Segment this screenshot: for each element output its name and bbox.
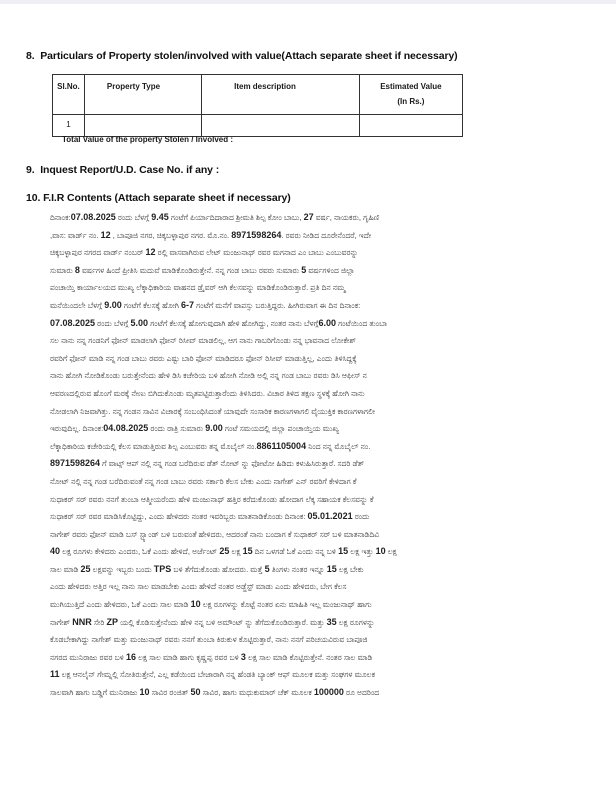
section-8-heading	[26, 50, 458, 62]
fir-line: ಆವರಣದಲ್ಲಿರುವ ಹೊಂಗೆ ಮರಕ್ಕೆ ನೇಣು ಬಿಗಿದುಕೊಂಡು ಮೃತಪಟ್ಟಿರುತ್ತಾರೆಂದು ತಿಳಿಸಿದರು. ವಿಚಾರ ತಿಳಿದ ತಕ್ಷಣ ಸ್ಥಳಕ್ಕೆ ಹೋಗಿ ನಾನು	[50, 388, 365, 398]
cell-item-description	[202, 115, 360, 137]
fir-line: 40 ಲಕ್ಷ ರೂಗಳು ಕೇಳಿದರು ಎಂದರು, ಓಕೆ ಎಂದು ಹೇಳಿದೆ, ಅರ್ಜೆಂಟ್ 25 ಲಕ್ಷ 15 ದಿನ ಒಳಗಡೆ ಓಕೆ ಎಂದು ನನ್ನ ಬಳಿ 15 ಲಕ್ಷ ಇತ್ತು 10 ಲಕ್ಷ	[50, 546, 397, 557]
col-estimated-value-unit: (In Rs.)	[397, 97, 425, 106]
fir-line: ದಿನಾಂಕ:07.08.2025 ರಂದು ಬೆಳಗ್ಗೆ 9.45 ಗಂಟೆಗೆ ಪಿರ್ಯಾದಿದಾರಾದ ಶ್ರೀಮತಿ ಶಿಲ್ಪ ಕೋಂ ಬಾಬು, 27 ವರ್ಷ, ನಾಯಕರು, ಗೃಹಿಣಿ	[50, 212, 380, 222]
section-9-title: Inquest Report/U.D. Case No. if any :	[40, 164, 220, 176]
total-value-label: Total Value of the property Stolen / Involved :	[62, 135, 233, 144]
fir-line: ನಾನು ಹೋಗಿ ನೋಡಿಕೊಂಡು ಬರುತ್ತೇನೆಂದು ಹೇಳಿ ಡಿಸಿ ಕಚೇರಿಯ ಬಳಿ ಹೋಗಿ ನೋಡಿ ಅಲ್ಲಿ ನನ್ನ ಗಂಡ ಬಾಬು ರವರು ಡಿಸಿ ಆಫೀಸ್ ನ	[50, 371, 367, 381]
fir-line: ಪಂಚಾಯ್ತಿ ಕಾರ್ಯಾಲಯದ ಮುಖ್ಯ ಲೆಕ್ಕಾಧಿಕಾರಿಯ ವಾಹನದ ಡ್ರೈವರ್ ಆಗಿ ಕೆಲಸವನ್ನು ಮಾಡಿಕೊಂಡಿರುತ್ತಾರೆ. ಪ್ರತಿ ದಿನ ನಮ್ಮ	[50, 283, 346, 293]
section-8-title: Particulars of Property stolen/involved with value(Attach separate sheet if necessary)	[40, 50, 458, 62]
fir-line: ಸಲ ನಾನು ನನ್ನ ಗಂಡನಿಗೆ ಫೋನ್ ಮಾಡಲಾಗಿ ಫೋನ್ ರಿಸೀವ್ ಮಾಡಲಿಲ್ಲ, ಆಗ ನಾನು ಗಾಬರಿಗೊಂಡು ನನ್ನ ಭಾವನಾದ ಲೋಕೇಶ್	[50, 336, 356, 346]
col-estimated-value: Estimated Value (In Rs.)	[359, 75, 462, 115]
property-table-header	[53, 75, 463, 115]
fir-line: 8971598264 ಗೆ ವಾಟ್ಸ್ ಆಪ್ ನಲ್ಲಿ ನನ್ನ ಗಂಡ ಬರೆದಿರುವ ಡೆತ್ ನೋಟ್ ನ್ನು ಫೋಟೋ ಹಿಡಿದು ಕಳುಹಿಸಿರುತ್ತಾರೆ. ಸದರಿ ಡೆತ್	[50, 458, 365, 469]
section-9-heading	[26, 164, 219, 176]
fir-line: ಸಾಲವಾಗಿ ಹಾಗು ಬಡ್ಡಿಗೆ ಮುನಿರಾಜು 10 ಸಾವಿರ ರಂಜಿತ್ 50 ಸಾವಿರ, ಹಾಗು ಮಧುಕುಮಾರ್ ಚೆಕ್ ಮೂಲಕ 100000 ರೂ ಅದರಿಂದ	[50, 687, 380, 698]
fir-line: ಚಿಕ್ಕಬಳ್ಳಾಪುರ ನಗರದ ವಾರ್ಡ್ ನಂಬರ್ 12 ರಲ್ಲಿ ವಾಸವಾಗಿರುವ ಲೇಟ್ ಮಂಜುನಾಥ್ ರವರ ಮಗನಾದ ಎಂ ಬಾಬು ಎಂಬುವರನ್ನು	[50, 247, 359, 258]
fir-line: ರವರಿಗೆ ಫೋನ್ ಮಾಡಿ ನನ್ನ ಗಂಡ ಬಾಬು ರವರು ಎಷ್ಟು ಬಾರಿ ಫೋನ್ ಮಾಡಿದರೂ ಫೋನ್ ರಿಸೀವ್ ಮಾಡುತ್ತಿಲ್ಲ, ಎಂದು ತಿಳಿಸಿದ್ದಕ್ಕೆ	[50, 353, 357, 363]
fir-line: ಲೆಕ್ಕಾಧಿಕಾರಿಯ ಕಚೇರಿಯಲ್ಲಿ ಕೆಲಸ ಮಾಡುತ್ತಿರುವ ಶಿಲ್ಪ ಎಂಬುವರು ತನ್ನ ಮೊಬೈಲ್ ನಂ.8861105004 ನಿಂದ ನನ್ನ ಮೊಬೈಲ್ ನಂ.	[50, 440, 371, 451]
fir-line: ಇರುವುದಿಲ್ಲ. ದಿನಾಂಕ:04.08.2025 ರಂದು ರಾತ್ರಿ ಸುಮಾರು 9.00 ಗಂಟೆ ಸಮಯದಲ್ಲಿ ಜಿಲ್ಲಾ ಪಂಚಾಯ್ತಿಯ ಮುಖ್ಯ	[50, 423, 339, 434]
table-row	[53, 115, 463, 137]
fir-line: ನಾಗೇಶ್ ರವರು ಫೋನ್ ಮಾಡಿ ಬಸ್ ಸ್ಟ್ಯಾಂಡ್ ಬಳಿ ಬರುವಂತೆ ಹೇಳಿದರು, ಆದರಂತೆ ನಾನು ಬಂದಾಗ ಕೆ ಸುಧಾಕರ್ ಸರ್ ಬಳಿ ಮಾತನಾಡಿದಿವಿ	[50, 529, 380, 539]
cell-sl-no: 1	[53, 115, 85, 137]
fir-line: ,ವಾಸ: ವಾರ್ಡ್ ನಂ. 12 , ಬಾಪೂಜಿ ನಗರ, ಚಿಕ್ಕಬಳ್ಳಾಪುರ ನಗರ. ಮೊ.ನಂ. 8971598264. ರವರು ನೀಡಿದ ದೂರೇನೆಂದರೆ, ಇದೇ	[50, 229, 372, 240]
section-10-heading	[26, 192, 291, 204]
cell-estimated-value	[359, 115, 462, 137]
fir-line: ನೋಡಲಾಗಿ ನಿಜವಾಗಿತ್ತು. ನನ್ನ ಗಂಡನ ಸಾವಿನ ವಿಚಾರಕ್ಕೆ ಸಂಬಂಧಿಸಿದಂತೆ ಯಾವುದೇ ಸಂಸಾರಿಕ ಕಾರಣಗಳಾಗಲಿ ವೈಯುಕ್ತಿಕ ಕಾರಣಗಳಾಗಲೀ	[50, 406, 376, 416]
fir-line: 07.08.2025 ರಂದು ಬೆಳಗ್ಗೆ 5.00 ಗಂಟೆಗೆ ಕೆಲಸಕ್ಕೆ ಹೋಗುವುದಾಗಿ ಹೇಳಿ ಹೋಗಿದ್ದು, ನಂತರ ನಾನು ಬೆಳಗ್ಗೆ6.00 ಗಂಟೆಯಿಂದ ತುಂಬಾ	[50, 317, 388, 328]
section-8-number: 8.	[26, 50, 35, 62]
col-sl-no: Sl.No.	[53, 75, 85, 115]
cell-property-type	[84, 115, 201, 137]
section-10-title: F.I.R Contents (Attach separate sheet if necessary)	[43, 192, 291, 204]
fir-line: ನಾಗೇಶ್ NNR ಸೇರಿ ZP ಯಲ್ಲಿ ಕೊಡಿಸುತ್ತೇನೆಂದು ಹೇಳಿ ನನ್ನ ಬಳಿ ಅಮೌಂಟ್ ನ್ನು ತೆಗೆದುಕೊಂಡಿರುತ್ತಾರೆ. ಮತ್ತು 35 ಲಕ್ಷ ರೂಗಳನ್ನು	[50, 616, 375, 627]
fir-line: ನೋಟ್ ನಲ್ಲಿ ನನ್ನ ಗಂಡ ಬರೆದಿರುವಂತೆ ನನ್ನ ಗಂಡ ಬಾಬು ರವರು ಸರ್ಕಾರಿ ಕೆಲಸ ಬೇಕು ಎಂದು ನಾಗೇಶ್ ಎನ್ ರವರಿಗೆ ಕೇಳಿದಾಗ ಕೆ	[50, 476, 357, 486]
col-property-type: Property Type	[84, 75, 201, 115]
fir-line: ಎಂದು ಹೇಳಿದರು ಅತ್ತಿರ ಇಲ್ಲ ನಾನು ಸಾಲ ಮಾಡಬೇಕು ಎಂದು ಹೇಳಿದೆ ನಂತರ ಅಡ್ಜೆಸ್ಟ್ ಮಾಡು ಎಂದು ಹೇಳಿದರು, ಬೇಗ ಕೆಲಸ	[50, 582, 347, 592]
fir-contents-body	[50, 209, 580, 702]
property-table	[52, 74, 463, 137]
viewer-top-bar	[0, 0, 616, 4]
fir-line: 11 ಲಕ್ಷ ಆನಲೈನ್ ಗೇಮ್ನಲ್ಲಿ ಸೋತಿರುತ್ತೇನೆ, ಎಲ್ಲ ಕಡೆಯಿಂದ ಬೇಜಾರಾಗಿ ನನ್ನ ಹೆಂಡತಿ ಬ್ಯಾಂಕ್ ಆಫ್ ಮೂಲಕ ಮತ್ತು ಸಂಘಗಳ ಮೂಲಕ	[50, 669, 376, 680]
fir-line: ಮನೆಯಿಂದಲೇ ಬೆಳಗ್ಗೆ 9.00 ಗಂಟೆಗೆ ಕೆಲಸಕ್ಕೆ ಹೋಗಿ 6-7 ಗಂಟೆಗೆ ಮನೆಗೆ ವಾಪಸ್ಸು ಬರುತ್ತಿದ್ದರು. ಹೀಗಿರುವಾಗ ಈ ದಿನ ದಿನಾಂಕ:	[50, 299, 361, 310]
section-9-number: 9.	[26, 164, 35, 176]
fir-line: ಮುಗಿಯುತ್ತಿದೆ ಎಂದು ಹೇಳಿದರು, ಓಕೆ ಎಂದು ಸಾಲ ಮಾಡಿ 10 ಲಕ್ಷ ರೂಗಳನ್ನು ಕೊಟ್ಟೆ ನಂತರ ಏನು ಮಾಹಿತಿ ಇಲ್ಲ ಮಂಜುನಾಥ್ ಹಾಗು	[50, 599, 372, 610]
fir-line: ಸುಧಾಕರ್ ಸರ್ ರವರ ಮಾಡಿಸಿಕೊಟ್ಟಿದ್ದು, ಎಂದು ಹೇಳಿದರು ನಂತರ ಇವರಿಬ್ಬರು ಮಾತನಾಡಿಕೊಂಡು ದಿನಾಂಕ: 05.01.2021 ರಂದು	[50, 511, 370, 522]
fir-line: ಕೊಡಬೇಕಾಗಿದ್ದು ನಾಗೇಶ್ ಮತ್ತು ಮಂಜುನಾಥ್ ರವರು ನನಗೆ ತುಂಬಾ ಕಿರುಕುಳ ಕೊಟ್ಟಿರುತ್ತಾರೆ, ನಾನು ನನಗೆ ಪರಿಚಯವಿರುವ ಬಾಪೂಜಿ	[50, 635, 368, 645]
fir-line: ಸುಧಾಕರ್ ಸರ್ ರವರು ನನಗೆ ತುಂಬಾ ಆತ್ಮೀಯರೆಂದು ಹೇಳಿ ಮಂಜುನಾಥ್ ಹತ್ತಿರ ಕರೆದುಕೊಂಡು ಹೋದಾಗ ಲೆಕ್ಕ ಸಹಾಯಕ ಕೆಲಸವನ್ನು ಕೆ	[50, 494, 374, 504]
fir-line: ಸುಮಾರು 8 ವರ್ಷಗಳ ಹಿಂದೆ ಪ್ರೀತಿಸಿ ಮದುವೆ ಮಾಡಿಕೊಂಡಿರುತ್ತೇನೆ. ನನ್ನ ಗಂಡ ಬಾಬು ರವರು ಸುಮಾರು 5 ವರ್ಷಗಳಿಂದ ಜಿಲ್ಲಾ	[50, 264, 355, 275]
section-10-number: 10.	[26, 192, 41, 204]
col-item-description: Item description	[202, 75, 360, 115]
fir-line: ನಗರದ ಮುನಿರಾಜು ರವರ ಬಳಿ 16 ಲಕ್ಷ ಸಾಲ ಮಾಡಿ ಹಾಗು ಕೃಷ್ಣಪ್ಪ ರವರ ಬಳಿ 3 ಲಕ್ಷ ಸಾಲ ಮಾಡಿ ಕೊಟ್ಟಿರುತ್ತೇನೆ. ನಂತರ ಸಾಲ ಮಾಡಿ	[50, 651, 373, 662]
fir-line: ಸಾಲ ಮಾಡಿ 25 ಲಕ್ಷವನ್ನು ಇಬ್ಬರು ಬಂದು TPS ಬಳಿ ತೆಗೆದುಕೊಂಡು ಹೋದರು. ಮತ್ತೆ 5 ತಿಂಗಳು ನಂತರ ಇನ್ನೂ 15 ಲಕ್ಷ ಬೇಕು	[50, 563, 364, 574]
